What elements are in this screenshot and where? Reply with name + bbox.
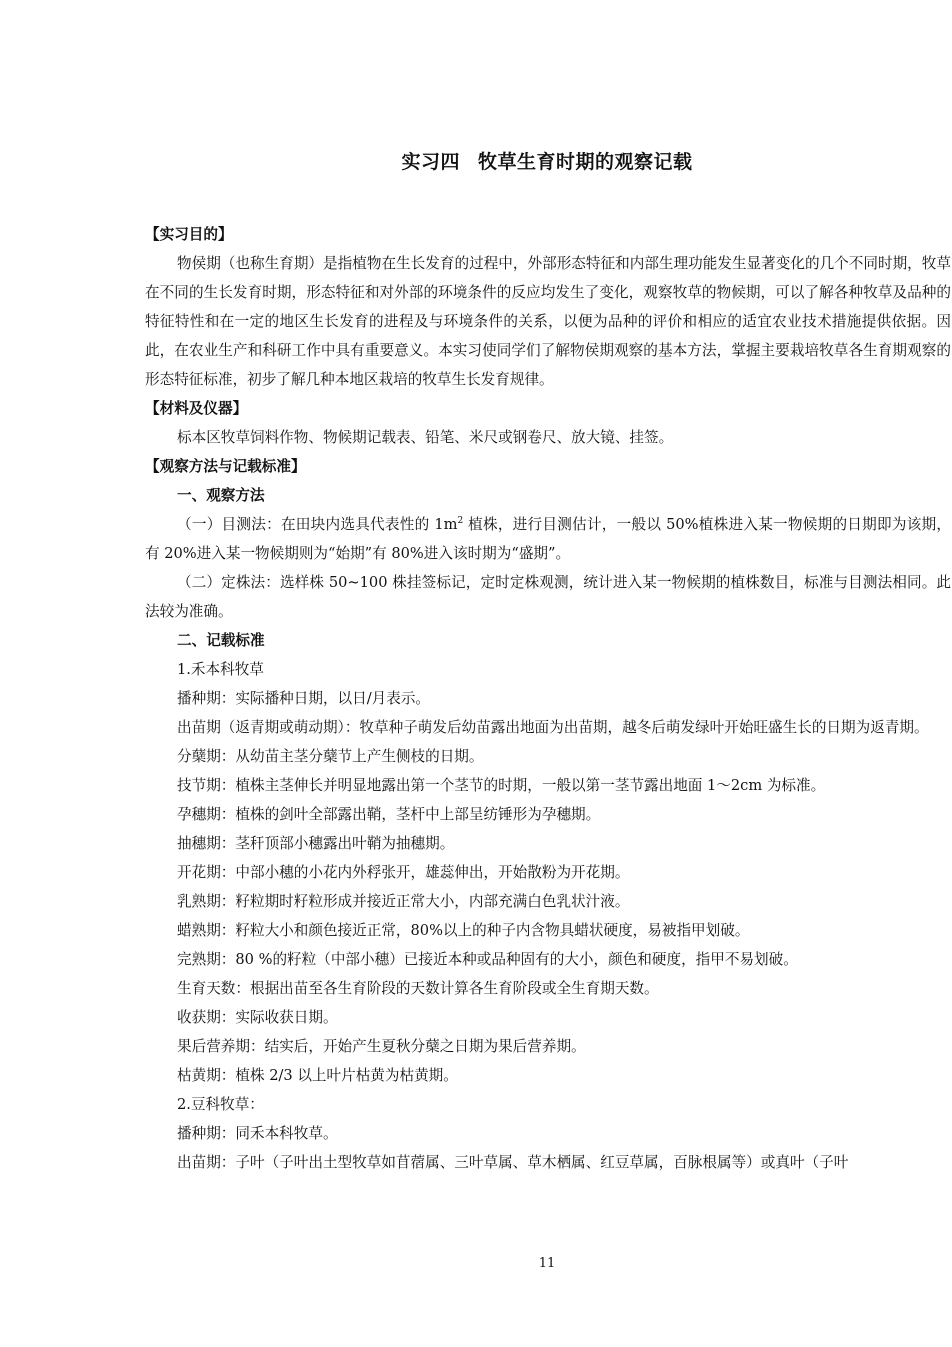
title-part-2: 牧草生育时期的观察记载 — [478, 151, 693, 173]
list-item-dough-stage: 蜡熟期：籽粒大小和颜色接近正常，80%以上的种子内含物具蜡状硬度，易被指甲划破。 — [177, 922, 750, 939]
subheading-recording-standards: 二、记载标准 — [177, 632, 265, 649]
section-heading-methods: 【观察方法与记载标准】 — [145, 458, 306, 475]
list-item-flowering: 开花期：中部小穗的小花内外稃张开，雄蕊伸出，开始散粉为开花期。 — [177, 864, 630, 881]
list-item-emergence: 出苗期（返青期或萌动期）：牧草种子萌发后幼苗露出地面为出苗期，越冬后萌发绿叶开始旺盛生长的日期为返青期。 — [177, 719, 929, 736]
list-item-growth-days: 生育天数：根据出苗至各生育阶段的天数计算各生育阶段或全生育期天数。 — [177, 980, 659, 997]
list-item-full-ripe: 完熟期：80 %的籽粒（中部小穗）已接近本种或品种固有的大小，颜色和硬度，指甲不易划破。 — [177, 951, 798, 968]
list-item-booting: 孕穗期：植株的剑叶全部露出鞘，茎杆中上部呈纺锤形为孕穗期。 — [177, 806, 601, 823]
list-item-legume-emergence: 出苗期：子叶（子叶出土型牧草如苜蓿属、三叶草属、草木栖属、红豆草属，百脉根属等）或真叶（子叶 — [177, 1154, 849, 1171]
list-item-post-fruit: 果后营养期：结实后，开始产生夏秋分蘖之日期为果后营养期。 — [177, 1038, 586, 1055]
page-number: 11 — [538, 1256, 556, 1271]
section-heading-purpose: 【实习目的】 — [145, 226, 233, 243]
list-item-legume-sowing: 播种期：同禾本科牧草。 — [177, 1125, 338, 1142]
list-item-yellowing: 枯黄期：植株 2/3 以上叶片枯黄为枯黄期。 — [177, 1067, 458, 1084]
paragraph-materials: 标本区牧草饲料作物、物候期记载表、铅笔、米尺或钢卷尺、放大镜、挂签。 — [177, 429, 674, 446]
paragraph-visual-method — [145, 510, 951, 568]
paragraph-fixed-plant-method: （二）定株法：选样株 50~100 株挂签标记，定时定株观测，统计进入某一物候期的植株数目，标准与目测法相同。此法较为准确。 — [145, 574, 951, 620]
visual-method-text-b: 植株，进行目测估计，一般以 50%植株进入某一物候期的日期即为该期，有 20%进入某一物候期则为“始期”有 80%进入该时期为“盛期”。 — [145, 516, 952, 562]
subheading-observation-methods: 一、观察方法 — [177, 487, 265, 504]
list-item-tillering: 分蘖期：从幼苗主茎分蘖节上产生侧枝的日期。 — [177, 748, 484, 765]
list-item-sowing: 播种期：实际播种日期，以日/月表示。 — [177, 690, 431, 707]
list-item-heading: 抽穗期：茎秆顶部小穗露出叶鞘为抽穗期。 — [177, 835, 455, 852]
list-item-jointing: 技节期：植株主茎伸长并明显地露出第一个茎节的时期，一般以第一茎节露出地面 1～2cm 为标准。 — [177, 777, 826, 794]
paragraph-purpose: 物侯期（也称生育期）是指植物在生长发育的过程中，外部形态特征和内部生理功能发生显著变化的几个不同时期，牧草在不同的生长发育时期，形态特征和对外部的环境条件的反应均发生了变化，观察牧草的物候期，可以了解各种牧草及品种的特征特性和在一定的地区生长发育的进程及与环境条件的关系，以便为品种的评价和相应的适宜农业技术措施提供依据。因此，在农业生产和科研工作中具有重要意义。本实习使同学们了解物侯期观察的基本方法，掌握主要栽培牧草各生育期观察的形态特征标准，初步了解几种本地区栽培的牧草生长发育规律。 — [145, 255, 951, 388]
visual-method-text-a: （一）目测法：在田块内选具代表性的 1m — [177, 516, 458, 533]
legume-section-title: 2.豆科牧草： — [177, 1096, 264, 1113]
page-title — [0, 147, 952, 174]
grass-section-title: 1.禾本科牧草 — [177, 661, 264, 678]
section-heading-materials: 【材料及仪器】 — [145, 400, 248, 417]
document-body — [145, 220, 951, 1177]
list-item-harvest: 收获期：实际收获日期。 — [177, 1009, 338, 1026]
title-part-1: 实习四 — [401, 151, 460, 173]
superscript-2: 2 — [457, 516, 464, 526]
list-item-milk-stage: 乳熟期：籽粒期时籽粒形成并接近正常大小，内部充满白色乳状汁液。 — [177, 893, 630, 910]
